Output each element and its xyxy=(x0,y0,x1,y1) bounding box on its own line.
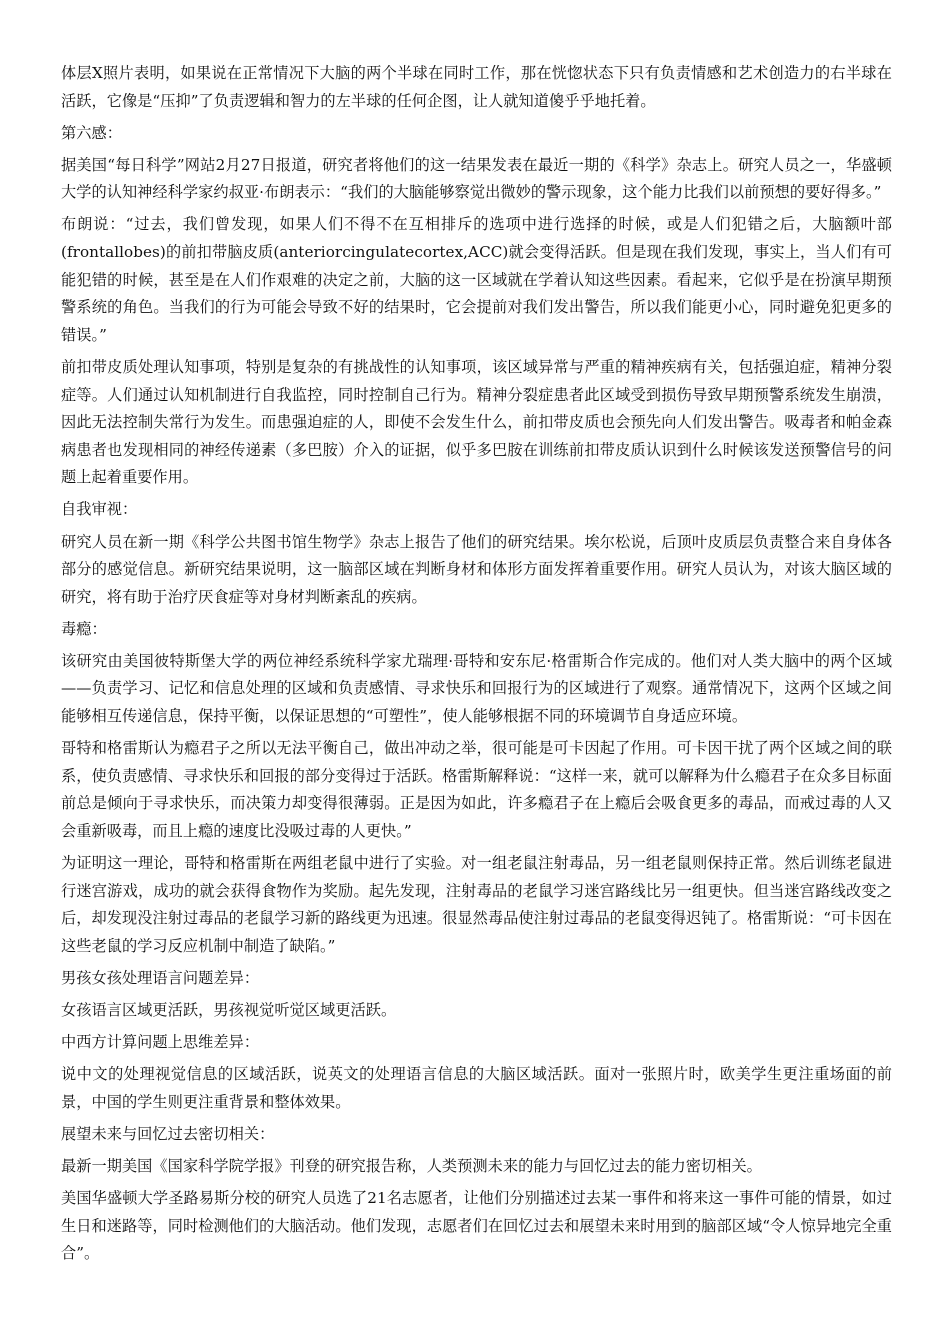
paragraph-mouse-experiment: 为证明这一理论，哥特和格雷斯在两组老鼠中进行了实验。对一组老鼠注射毒品，另一组老鼠则保持正常。然后训练老鼠进行迷宫游戏，成功的就会获得食物作为奖励。起先发现，注射毒品的老鼠学习迷宫路线比另一组更快。但当迷宫路线改变之后，却发现没注射过毒品的老鼠学习新的路线更为迅速。很显然毒品使注射过毒品的老鼠变得迟钝了。格雷斯说：“可卡因在这些老鼠的学习反应机制中制造了缺陷。” xyxy=(61,854,892,955)
section-heading-east-west: 中西方计算问题上思维差异： xyxy=(61,1033,260,1052)
paragraph-volunteer-study: 美国华盛顿大学圣路易斯分校的研究人员选了21名志愿者，让他们分别描述过去某一事件和将来这一事件可能的情景，如过生日和迷路等，同时检测他们的大脑活动。他们发现，志愿者们在回忆过去和展望未来时用到的脑部区域“令人惊异地完全重合”。 xyxy=(61,1189,892,1263)
paragraph-brown-quote: 布朗说：“过去，我们曾发现，如果人们不得不在互相排斥的选项中进行选择的时候，或是人们犯错之后，大脑额叶部(frontallobes)的前扣带脑皮质(anteriorcingulatecortex,ACC)就会变得活跃。但是现在我们发现，事实上，当人们有可能犯错的时候，甚至是在人们作艰难的决定之前，大脑的这一区域就在学着认知这些因素。看起来，它似乎是在扮演早期预警系统的角色。当我们的行为可能会导致不好的结果时，它会提前对我们发出警告，所以我们能更小心，同时避免犯更多的错误。” xyxy=(61,215,892,344)
paragraph-acc-function: 前扣带皮质处理认知事项，特别是复杂的有挑战性的认知事项，该区域异常与严重的精神疾病有关，包括强迫症，精神分裂症等。人们通过认知机制进行自我监控，同时控制自己行为。精神分裂症患者此区域受到损伤导致早期预警系统发生崩溃，因此无法控制失常行为发生。而患强迫症的人，即使不会发生什么，前扣带皮质也会预先向人们发出警告。吸毒者和帕金森病患者也发现相同的神经传递素（多巴胺）介入的证据，似乎多巴胺在训练前扣带皮质认识到什么时候该发送预警信号的问题上起着重要作用。 xyxy=(61,357,892,487)
paragraph-cocaine-effect: 哥特和格雷斯认为瘾君子之所以无法平衡自己，做出冲动之举，很可能是可卡因起了作用。可卡因干扰了两个区域之间的联系，使负责感情、寻求快乐和回报的部分变得过于活跃。格雷斯解释说：“这样一来，就可以解释为什么瘾君子在众多目标面前总是倾向于寻求快乐，而决策力却变得很薄弱。正是因为如此，许多瘾君子在上瘾后会吸食更多的毒品，而戒过毒的人又会重新吸毒，而且上瘾的速度比没吸过毒的人更快。” xyxy=(61,739,892,840)
section-heading-future-past: 展望未来与回忆过去密切相关： xyxy=(61,1124,275,1143)
paragraph-sixth-sense-report: 据美国“每日科学”网站2月27日报道，研究者将他们的这一结果发表在最近一期的《科学》杂志上。研究人员之一，华盛顿大学的认知神经科学家约叔亚·布朗表示：“我们的大脑能够察觉出微妙的警示现象，这个能力比我们以前预想的要好得多。” xyxy=(61,155,892,202)
section-heading-gender-language: 男孩女孩处理语言问题差异： xyxy=(61,968,260,987)
paragraph-pnas-report: 最新一期美国《国家科学院学报》刊登的研究报告称，人类预测未来的能力与回忆过去的能力密切相关。 xyxy=(61,1156,762,1175)
paragraph-east-west: 说中文的处理视觉信息的区域活跃，说英文的处理语言信息的大脑区域活跃。面对一张照片时，欧美学生更注重场面的前景，中国的学生则更注重背景和整体效果。 xyxy=(61,1065,892,1111)
section-heading-self-review: 自我审视： xyxy=(61,500,138,519)
paragraph-self-review: 研究人员在新一期《科学公共图书馆生物学》杂志上报告了他们的研究结果。埃尔松说，后顶叶皮质层负责整合来自身体各部分的感觉信息。新研究结果说明，这一脑部区域在判断身材和体形方面发挥着重要作用。研究人员认为，对该大脑区域的研究，将有助于治疗厌食症等对身材判断紊乱的疾病。 xyxy=(61,532,892,606)
section-heading-addiction: 毒瘾： xyxy=(61,619,107,638)
section-heading-sixth-sense: 第六感： xyxy=(61,123,122,142)
paragraph-intro: 体层X照片表明，如果说在正常情况下大脑的两个半球在同时工作，那在恍惚状态下只有负责情感和艺术创造力的右半球在活跃，它像是“压抑”了负责逻辑和智力的左半球的任何企图，让人就知道傻乎乎地托着。 xyxy=(61,64,892,110)
paragraph-addiction-study: 该研究由美国彼特斯堡大学的两位神经系统科学家尤瑞理·哥特和安东尼·格雷斯合作完成的。他们对人类大脑中的两个区域——负责学习、记忆和信息处理的区域和负责感情、寻求快乐和回报行为的区域进行了观察。通常情况下，这两个区域之间能够相互传递信息，保持平衡，以保证思想的“可塑性”，使人能够根据不同的环境调节自身适应环境。 xyxy=(61,651,892,726)
paragraph-gender-language: 女孩语言区域更活跃，男孩视觉听觉区域更活跃。 xyxy=(61,1001,397,1019)
